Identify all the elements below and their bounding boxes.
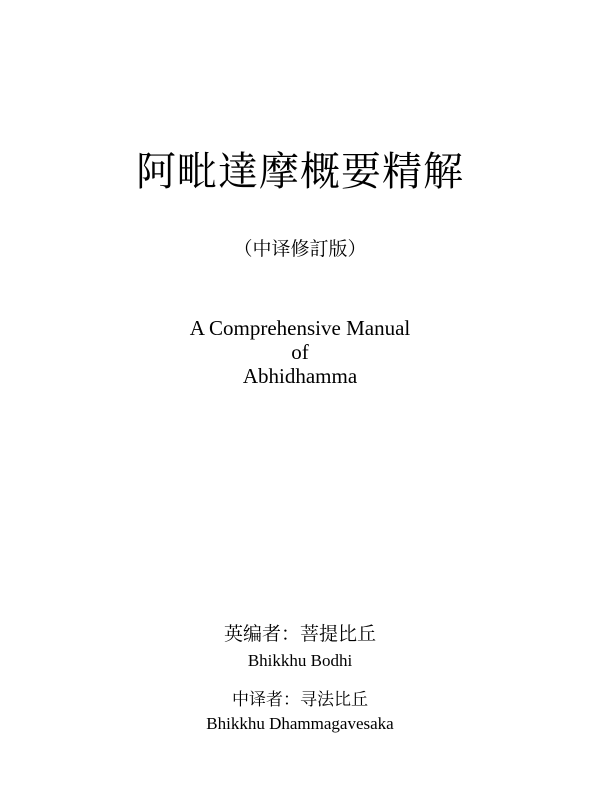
edition-note: （中译修訂版） xyxy=(233,238,367,260)
english-title-line-1: A Comprehensive Manual xyxy=(189,316,411,340)
translator-chinese: 中译者：寻法比丘 xyxy=(232,690,368,710)
chinese-title: 阿毗達摩概要精解 xyxy=(136,149,464,195)
author-chinese: 英编者：菩提比丘 xyxy=(223,623,376,645)
english-title-line-2: of xyxy=(291,340,309,364)
english-title-line-3: Abhidhamma xyxy=(242,364,358,388)
author-english: Bhikkhu Bodhi xyxy=(247,651,353,670)
translator-english: Bhikkhu Dhammagavesaka xyxy=(206,714,394,733)
